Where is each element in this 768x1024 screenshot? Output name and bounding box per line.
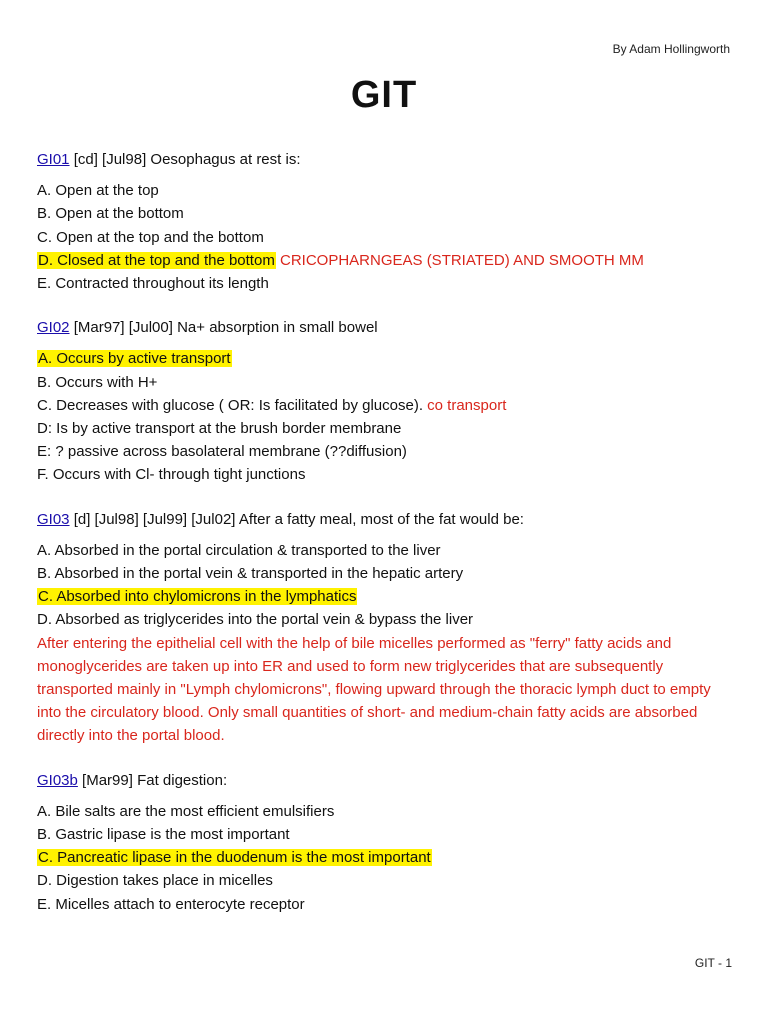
page-title: GIT bbox=[350, 74, 418, 116]
answer-option bbox=[37, 869, 737, 892]
answer-option bbox=[37, 249, 737, 272]
answer-option bbox=[37, 347, 737, 370]
answer-text: F. Occurs with Cl- through tight junctions bbox=[37, 466, 306, 484]
answer-text: B. Gastric lipase is the most important bbox=[37, 826, 290, 844]
question-tags: [cd] [Jul98] bbox=[69, 151, 151, 168]
answer-option bbox=[37, 562, 737, 585]
question-tags: [Mar97] [Jul00] bbox=[69, 319, 178, 337]
answer-note: co transport bbox=[427, 396, 507, 414]
answer-option bbox=[37, 226, 737, 249]
answer-option bbox=[37, 440, 737, 463]
answer-text: E. Contracted throughout its length bbox=[37, 275, 269, 293]
answer-option bbox=[37, 371, 737, 394]
answer-text: D. Digestion takes place in micelles bbox=[37, 872, 273, 890]
question-code-link[interactable]: GI02 bbox=[37, 319, 70, 337]
correct-answer-text: C. Pancreatic lipase in the duodenum is the most important bbox=[38, 849, 431, 867]
question-tags: [Mar99] bbox=[77, 771, 138, 789]
answer-option bbox=[37, 417, 737, 440]
question-stem: After a fatty meal, most of the fat would be: bbox=[238, 510, 524, 528]
answer-text: A. Bile salts are the most efficient emulsifiers bbox=[37, 802, 335, 820]
answer-option bbox=[37, 539, 737, 562]
question-block bbox=[37, 148, 737, 295]
answer-option bbox=[37, 608, 737, 631]
answer-text: B. Occurs with H+ bbox=[37, 373, 158, 391]
question-stem: Fat digestion: bbox=[137, 771, 228, 789]
correct-answer-text: D. Closed at the top and the bottom bbox=[38, 251, 275, 269]
answer-text: E: ? passive across basolateral membrane (??diffusion) bbox=[37, 443, 407, 461]
question-block bbox=[37, 769, 737, 916]
answer-explanation: After entering the epithelial cell with the help of bile micelles performed as "ferry" fatty acids and monoglycerides are taken up into ER and used to form new triglycerides that are subsequently transported mainly in "Lymph chylomicrons", flowing upward through the thoracic lymph duct to empty into the circulatory blood. Only small quantities of short- and medium-chain fatty acids are absorbed directly into the portal blood. bbox=[37, 634, 711, 745]
question-code-link[interactable]: GI03 bbox=[37, 510, 70, 528]
question-block bbox=[37, 508, 737, 748]
answer-text: B. Open at the bottom bbox=[37, 205, 184, 223]
question-header bbox=[37, 148, 737, 171]
question-header bbox=[37, 508, 737, 531]
answer-text: E. Micelles attach to enterocyte receptor bbox=[37, 895, 305, 913]
answer-text: C. Open at the top and the bottom bbox=[37, 228, 264, 246]
question-code-link[interactable]: GI03b bbox=[37, 771, 78, 789]
answer-text: A. Open at the top bbox=[37, 182, 159, 200]
question-block bbox=[37, 316, 737, 486]
page-footer: GIT - 1 bbox=[694, 956, 732, 970]
question-header bbox=[37, 769, 737, 792]
answer-option bbox=[37, 463, 737, 486]
question-stem: Na+ absorption in small bowel bbox=[177, 319, 378, 337]
answer-option bbox=[37, 202, 737, 225]
answer-text: D. Absorbed as triglycerides into the portal vein & bypass the liver bbox=[37, 611, 474, 629]
question-tags: [d] [Jul98] [Jul99] [Jul02] bbox=[69, 510, 239, 528]
answer-text: D: Is by active transport at the brush border membrane bbox=[37, 420, 402, 438]
answer-option bbox=[37, 394, 737, 417]
answer-option bbox=[37, 179, 737, 202]
answer-text: A. Absorbed in the portal circulation & transported to the liver bbox=[37, 541, 441, 559]
answer-option bbox=[37, 800, 737, 823]
answer-option bbox=[37, 846, 737, 869]
correct-answer-text: C. Absorbed into chylomicrons in the lymphatics bbox=[38, 588, 357, 606]
question-list bbox=[37, 148, 737, 937]
question-header bbox=[37, 316, 737, 339]
answer-option bbox=[37, 893, 737, 916]
author-line: By Adam Hollingworth bbox=[612, 42, 730, 56]
answer-text: B. Absorbed in the portal vein & transported in the hepatic artery bbox=[37, 565, 464, 583]
answer-option bbox=[37, 823, 737, 846]
answer-text: C. Decreases with glucose ( OR: Is facilitated by glucose). bbox=[37, 396, 423, 414]
answer-option bbox=[37, 272, 737, 295]
question-stem: Oesophagus at rest is: bbox=[150, 151, 301, 168]
question-code-link[interactable]: GI01 bbox=[37, 151, 70, 168]
answer-option bbox=[37, 585, 737, 608]
correct-answer-text: A. Occurs by active transport bbox=[38, 350, 231, 368]
answer-note: CRICOPHARNGEAS (STRIATED) AND SMOOTH MM bbox=[280, 251, 644, 269]
